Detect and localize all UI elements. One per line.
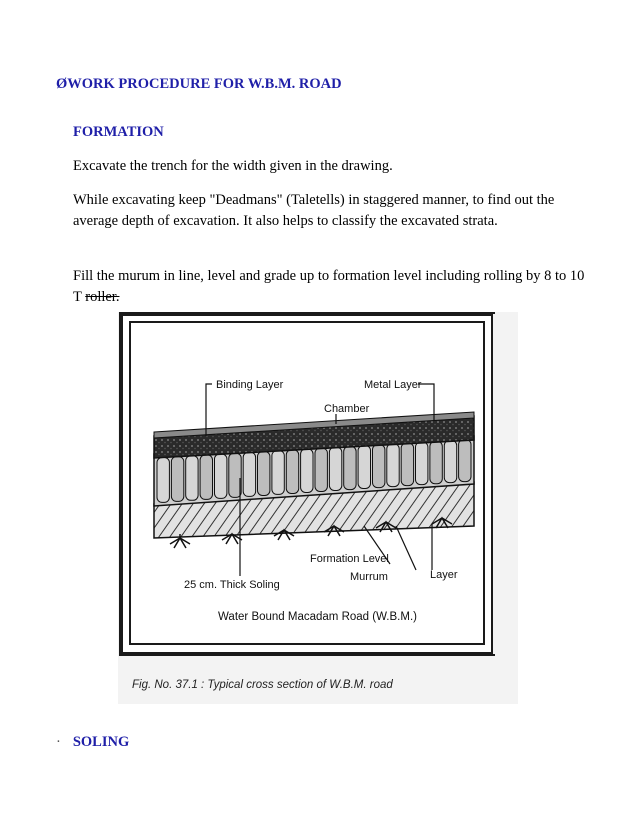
soling-stone bbox=[459, 440, 471, 482]
soling-stone bbox=[186, 456, 198, 501]
murrum-label: Murrum bbox=[350, 571, 388, 583]
binding-layer-label: Binding Layer bbox=[216, 379, 284, 391]
layer-label: Layer bbox=[430, 569, 458, 581]
soling-stone bbox=[430, 441, 442, 483]
soling-stone bbox=[387, 444, 399, 487]
soling-stone bbox=[358, 446, 370, 489]
formation-title: FORMATION bbox=[73, 124, 164, 140]
soling-stone bbox=[286, 450, 298, 494]
formation-paragraph-1: Excavate the trench for the width given in the drawing. bbox=[73, 158, 393, 174]
formation-paragraph-2: While excavating keep "Deadmans" (Taletells) in staggered manner, to find out the average depth of excavation. It also helps to classify the excavated strata. bbox=[73, 192, 555, 229]
formation-paragraph-3-text: Fill the murum in line, level and grade up to formation level including rolling by 8 to 10 T bbox=[73, 268, 585, 305]
formation-paragraph-3 bbox=[73, 266, 588, 308]
soling-stone bbox=[315, 448, 327, 491]
heading-text: WORK PROCEDURE FOR W.B.M. ROAD bbox=[67, 76, 342, 92]
soling-section bbox=[56, 734, 129, 751]
figure-title: Water Bound Macadam Road (W.B.M.) bbox=[218, 611, 417, 623]
soling-label: 25 cm. Thick Soling bbox=[184, 579, 280, 591]
heading-marker: Ø bbox=[56, 76, 68, 92]
formation-paragraph-3-struck: roller. bbox=[85, 289, 120, 305]
soling-stone bbox=[401, 443, 413, 486]
soling-stone bbox=[329, 447, 341, 490]
metal-layer-label: Metal Layer bbox=[364, 379, 422, 391]
soling-stone bbox=[344, 446, 356, 489]
soling-stone bbox=[200, 455, 212, 500]
soling-stone bbox=[243, 452, 255, 496]
soling-stone bbox=[272, 451, 284, 495]
chamber-label: Chamber bbox=[324, 403, 370, 415]
soling-stone bbox=[157, 458, 169, 503]
soling-stone bbox=[215, 454, 227, 498]
soling-stone bbox=[373, 445, 385, 488]
soling-stone bbox=[229, 453, 241, 497]
soling-stone bbox=[301, 449, 313, 493]
figure-caption: Fig. No. 37.1 : Typical cross section of W.B.M. road bbox=[132, 679, 393, 691]
bullet-dot: · bbox=[56, 734, 61, 750]
wbm-cross-section-figure bbox=[118, 312, 518, 704]
soling-stone bbox=[171, 457, 183, 502]
soling-stone bbox=[444, 440, 456, 482]
formation-level-label: Formation Level bbox=[310, 553, 389, 565]
soling-stone bbox=[416, 442, 428, 485]
section-heading bbox=[56, 76, 342, 93]
soling-title: SOLING bbox=[72, 734, 130, 750]
soling-stone bbox=[258, 452, 270, 496]
wbm-cross-section-drawing bbox=[118, 312, 518, 704]
